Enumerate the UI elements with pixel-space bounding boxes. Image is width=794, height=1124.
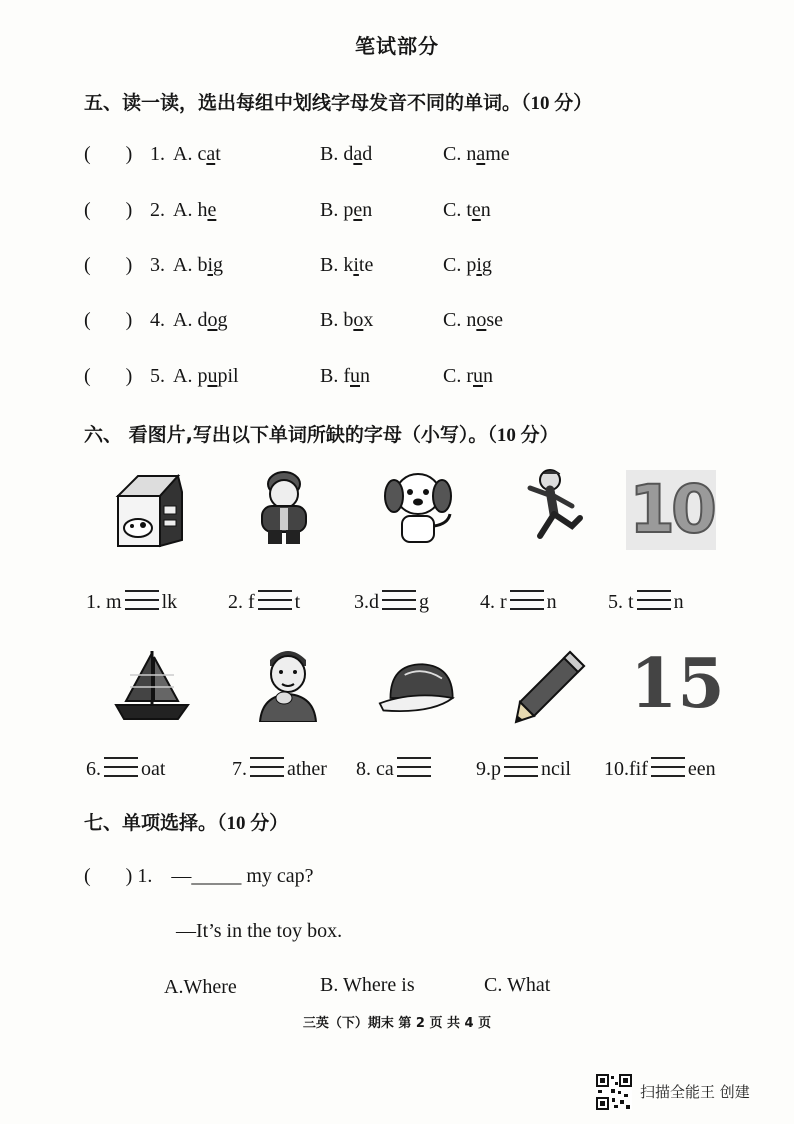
number-ten-text: 10 (629, 471, 713, 548)
option-c[interactable]: C. run (443, 365, 493, 387)
question-number: 2. (150, 199, 165, 221)
fill-item-5: 5. t n (608, 588, 684, 614)
section-6-points: （10 分） (487, 425, 559, 446)
number-fifteen-text: 15 (630, 644, 725, 724)
fill-item-3: 3.d g (354, 588, 429, 614)
option-c[interactable]: C. name (443, 143, 510, 165)
page-footer: 三英（下）期末 第 2 页 共 4 页 (302, 1016, 492, 1031)
option-b[interactable]: B. Where is (320, 974, 415, 996)
option-b[interactable]: B. box (320, 309, 374, 331)
option-c[interactable]: C. nose (443, 309, 504, 331)
section-5-heading-text: 五、读一读，选出每组中划线字母发音不同的单词。 (84, 92, 522, 114)
answer-blank[interactable] (510, 588, 544, 612)
option-a[interactable]: A. he (173, 199, 217, 221)
fill-item-8: 8. ca (356, 755, 434, 781)
question-answer-line: —It’s in the toy box. (176, 920, 343, 942)
answer-blank[interactable] (250, 755, 284, 779)
option-a[interactable]: A. cat (173, 143, 221, 165)
option-a[interactable]: A. big (173, 254, 224, 276)
answer-parentheses[interactable]: ( ) (84, 365, 133, 387)
qr-code-icon (596, 1074, 632, 1110)
fill-item-2: 2. f t (228, 588, 300, 614)
boat-icon (112, 645, 192, 725)
option-a[interactable]: A. dog (173, 309, 228, 331)
section-5-heading (84, 88, 592, 115)
number-ten-picture (626, 470, 716, 550)
answer-blank[interactable] (504, 755, 538, 779)
fill-item-1: 1. m lk (86, 588, 177, 614)
section-6-heading-text: 六、 看图片,写出以下单词所缺的字母（小写）。 (84, 424, 488, 446)
father-icon (248, 642, 328, 722)
option-b[interactable]: B. kite (320, 254, 374, 276)
choice-question-1 (84, 865, 314, 888)
answer-parentheses[interactable]: ( ) (84, 143, 133, 165)
number-fifteen-picture (630, 644, 725, 724)
answer-blank[interactable] (397, 755, 431, 779)
section-7-heading (84, 808, 288, 835)
answer-blank[interactable] (651, 755, 685, 779)
option-b[interactable]: B. pen (320, 199, 373, 221)
answer-parentheses[interactable]: ( ) (84, 199, 133, 221)
question-number: 3. (150, 254, 165, 276)
fill-item-4: 4. r n (480, 588, 557, 614)
option-c[interactable]: C. What (484, 974, 551, 996)
dog-icon (378, 466, 458, 546)
fill-item-9: 9.p ncil (476, 755, 571, 781)
fill-item-10: 10.fif een (604, 755, 716, 781)
answer-parentheses[interactable]: ( ) (84, 309, 133, 331)
milk-carton-icon (108, 468, 188, 548)
option-b[interactable]: B. dad (320, 143, 373, 165)
fill-item-6: 6. oat (86, 755, 165, 781)
option-a[interactable]: A.Where (164, 976, 237, 998)
cap-icon (378, 650, 458, 730)
section-7-points: （10 分） (217, 813, 289, 834)
section-6-heading (84, 420, 559, 447)
fill-item-7: 7. ather (232, 755, 327, 781)
option-c[interactable]: C. pig (443, 254, 492, 276)
answer-parentheses[interactable]: ( ) (84, 254, 133, 276)
question-number: 1. (137, 865, 153, 887)
answer-blank[interactable] (637, 588, 671, 612)
question-number: 5. (150, 365, 165, 387)
scanner-watermark: 扫描全能王 创建 (640, 1083, 750, 1101)
question-number: 4. (150, 309, 165, 331)
answer-blank[interactable] (258, 588, 292, 612)
answer-blank[interactable] (382, 588, 416, 612)
pencil-icon (512, 646, 592, 726)
answer-parentheses[interactable]: ( ) (84, 865, 133, 887)
section-7-heading-text: 七、单项选择。 (84, 812, 218, 834)
question-stem: —_____ my cap? (171, 865, 314, 887)
option-a[interactable]: A. pupil (173, 365, 239, 387)
option-b[interactable]: B. fun (320, 365, 370, 387)
answer-blank[interactable] (104, 755, 138, 779)
answer-blank[interactable] (125, 588, 159, 612)
section-5-points: （10 分） (521, 93, 593, 114)
fat-boy-icon (244, 466, 324, 546)
question-number: 1. (150, 143, 165, 165)
page-title: 笔试部分 (355, 34, 439, 58)
option-c[interactable]: C. ten (443, 199, 491, 221)
running-boy-icon (514, 466, 594, 546)
